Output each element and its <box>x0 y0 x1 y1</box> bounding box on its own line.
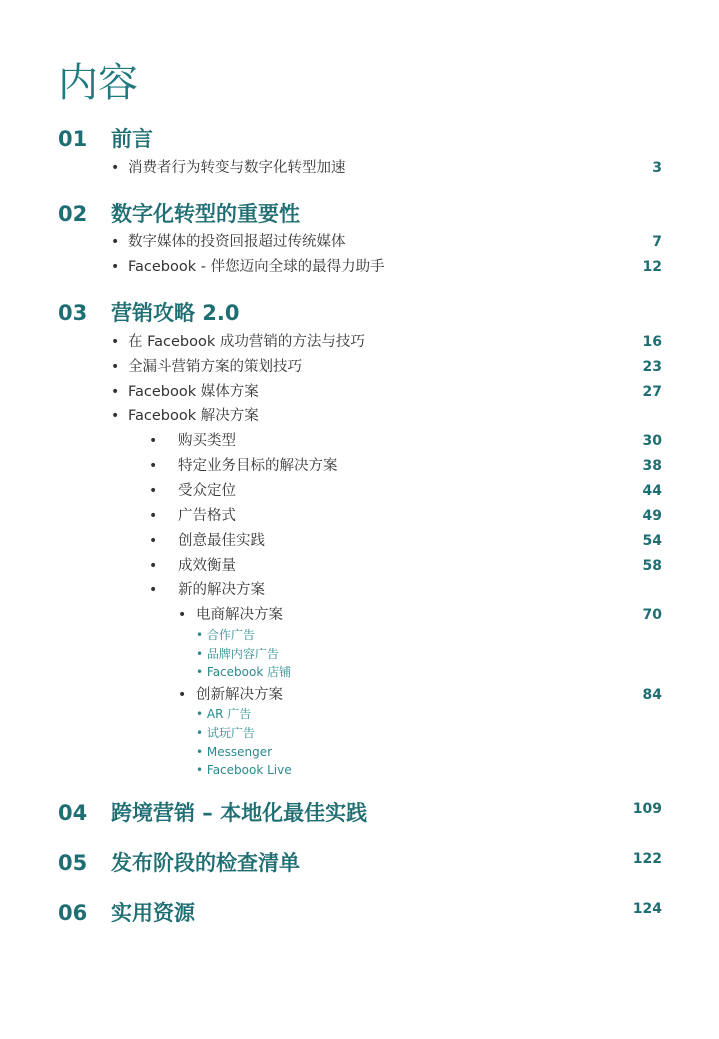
page-number: 44 <box>642 483 662 499</box>
bullet: • <box>149 533 158 549</box>
bullet: • <box>111 359 120 375</box>
toc-entry[interactable]: 电商解决方案 <box>196 607 283 623</box>
section-number: 01 <box>58 127 88 151</box>
section-title[interactable]: 发布阶段的检查清单 <box>111 851 300 875</box>
toc-entry[interactable]: 数字媒体的投资回报超过传统媒体 <box>128 234 346 250</box>
page-number: 84 <box>642 687 662 703</box>
bullet: • <box>111 408 120 424</box>
section-number: 03 <box>58 301 88 325</box>
bullet: • <box>178 607 187 623</box>
toc-subitem[interactable]: • Facebook 店铺 <box>196 665 292 679</box>
page-number: 3 <box>652 160 662 176</box>
toc-entry[interactable]: Facebook 媒体方案 <box>128 384 259 400</box>
bullet: • <box>111 334 120 350</box>
section-title[interactable]: 实用资源 <box>111 901 195 925</box>
bullet: • <box>111 259 120 275</box>
toc-entry[interactable]: Facebook - 伴您迈向全球的最得力助手 <box>128 259 385 275</box>
page-number: 27 <box>642 384 662 400</box>
section-number: 02 <box>58 202 88 226</box>
bullet: • <box>111 160 120 176</box>
toc-entry[interactable]: 在 Facebook 成功营销的方法与技巧 <box>128 334 365 350</box>
page-number: 12 <box>642 259 662 275</box>
page-number: 70 <box>642 607 662 623</box>
page-number: 49 <box>642 508 662 524</box>
toc-entry[interactable]: 创意最佳实践 <box>178 533 265 549</box>
page-number: 30 <box>642 433 662 449</box>
bullet: • <box>111 234 120 250</box>
toc-subitem[interactable]: • AR 广告 <box>196 707 252 721</box>
toc-entry[interactable]: 消费者行为转变与数字化转型加速 <box>128 160 346 176</box>
bullet: • <box>149 458 158 474</box>
page-number: 109 <box>632 801 662 817</box>
toc-subitem[interactable]: • 试玩广告 <box>196 726 255 740</box>
bullet: • <box>149 558 158 574</box>
section-number: 04 <box>58 801 88 825</box>
toc-entry[interactable]: 新的解决方案 <box>178 582 265 598</box>
section-number: 05 <box>58 851 88 875</box>
toc-subitem[interactable]: • 品牌内容广告 <box>196 647 279 661</box>
toc-entry[interactable]: 购买类型 <box>178 433 236 449</box>
page-number: 124 <box>632 901 662 917</box>
page-number: 23 <box>642 359 662 375</box>
bullet: • <box>178 687 187 703</box>
toc-entry[interactable]: Facebook 解决方案 <box>128 408 259 424</box>
section-title[interactable]: 前言 <box>111 127 153 151</box>
page-title: 内容 <box>58 60 138 106</box>
page-number: 7 <box>652 234 662 250</box>
bullet: • <box>149 508 158 524</box>
toc-subitem[interactable]: • 合作广告 <box>196 628 255 642</box>
bullet: • <box>111 384 120 400</box>
section-number: 06 <box>58 901 88 925</box>
toc-entry[interactable]: 受众定位 <box>178 483 236 499</box>
toc-entry[interactable]: 特定业务目标的解决方案 <box>178 458 338 474</box>
toc-entry[interactable]: 成效衡量 <box>178 558 236 574</box>
toc-subitem[interactable]: • Facebook Live <box>196 763 292 777</box>
bullet: • <box>149 433 158 449</box>
page-number: 58 <box>642 558 662 574</box>
toc-subitem[interactable]: • Messenger <box>196 745 273 759</box>
toc-entry[interactable]: 创新解决方案 <box>196 687 283 703</box>
page-number: 122 <box>632 851 662 867</box>
section-title[interactable]: 数字化转型的重要性 <box>111 202 300 226</box>
page-number: 54 <box>642 533 662 549</box>
section-title[interactable]: 跨境营销 – 本地化最佳实践 <box>111 801 368 825</box>
toc-entry[interactable]: 广告格式 <box>178 508 236 524</box>
page-number: 38 <box>642 458 662 474</box>
bullet: • <box>149 582 158 598</box>
section-title[interactable]: 营销攻略 2.0 <box>111 301 240 325</box>
bullet: • <box>149 483 158 499</box>
toc-entry[interactable]: 全漏斗营销方案的策划技巧 <box>128 359 302 375</box>
page-number: 16 <box>642 334 662 350</box>
